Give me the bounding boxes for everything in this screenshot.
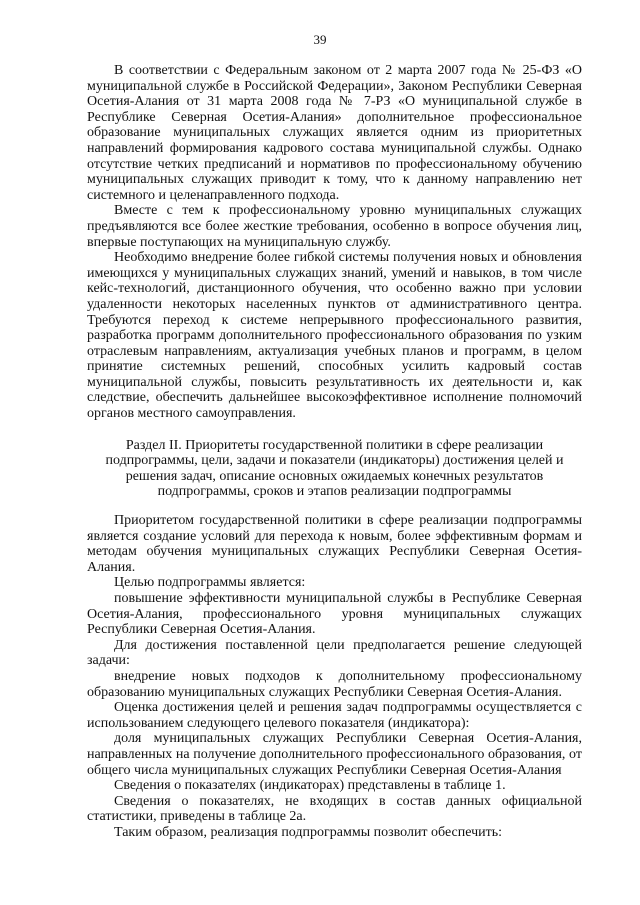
- paragraph-indicator: доля муниципальных служащих Республики Северная Осетия-Алания, направленных на получение дополнительного профессионального образования, от общего числа муниципальных служащих Республики Северная Осетия-Алания: [87, 731, 582, 778]
- paragraph-task-label: Для достижения поставленной цели предполагается решение следующей задачи:: [87, 637, 582, 669]
- section-heading: [87, 438, 582, 500]
- section-heading-line: решения задач, описание основных ожидаемых конечных результатов: [125, 468, 544, 484]
- section-heading-line: подпрограммы, сроков и этапов реализации подпрограммы: [157, 484, 512, 500]
- paragraph-conclusion: Таким образом, реализация подпрограммы позволит обеспечить:: [114, 824, 503, 840]
- paragraph-federal-law: В соответствии с Федеральным законом от 2 марта 2007 года № 25-ФЗ «О муниципальной службе в Российской Федерации», Законом Республики Северная Осетия-Алания от 31 марта 2008 года № 7-РЗ «О муниципальной службе в Республике Северная Осетия-Алания» дополнительное профессиональное образование муниципальных служащих является одним из приоритетных направлений формирования кадрового состава муниципальной службы. Однако отсутствие четких предписаний и нормативов по профессиональному обучению муниципальных служащих приводит к тому, что к данному направлению нет системного и целенаправленного подхода.: [87, 63, 582, 203]
- paragraph-flexible-system: Необходимо внедрение более гибкой системы получения новых и обновления имеющихся у муниципальных служащих знаний, умений и навыков, в том числе кейс-технологий, дистанционного обучения, что особенно важно при условии удаленности некоторых населенных пунктов от административного центра. Требуются переход к системе непрерывного профессионального развития, разработка программ дополнительного профессионального образования по узким отраслевым направлениям, актуализация учебных планов и программ, в целом принятие системных решений, способных усилить кадровый состав муниципальной службы, повысить результативность их деятельности и, как следствие, обеспечить дальнейшее высокоэффективное исполнение полномочий органов местного самоуправления.: [87, 250, 582, 422]
- paragraph-evaluation: Оценка достижения целей и решения задач подпрограммы осуществляется с использованием следующего целевого показателя (индикатора):: [87, 700, 582, 731]
- paragraph-priority: Приоритетом государственной политики в сфере реализации подпрограммы является создание условий для перехода к новым, более эффективным формам и методам обучения муниципальных служащих Республики Северная Осетия-Алания.: [87, 513, 582, 575]
- section-heading-line: Раздел II. Приоритеты государственной политики в сфере реализации: [125, 437, 544, 453]
- paragraph-table-2a: Сведения о показателях, не входящих в состав данных официальной статистики, приведены в таблице 2а.: [87, 793, 582, 825]
- paragraph-table-1: Сведения о показателях (индикаторах) представлены в таблице 1.: [114, 778, 506, 794]
- page-number: 39: [313, 32, 327, 47]
- paragraph-requirements: Вместе с тем к профессиональному уровню муниципальных служащих предъявляются все более жесткие требования, особенно в вопросе обучения лиц, впервые поступающих на муниципальную службу.: [87, 203, 582, 250]
- page-content: [87, 63, 582, 841]
- paragraph-task: внедрение новых подходов к дополнительному профессиональному образованию муниципальных служащих Республики Северная Осетия-Алания.: [87, 668, 582, 700]
- section-heading-line: подпрограммы, цели, задачи и показатели (индикаторы) достижения целей и: [105, 453, 564, 469]
- paragraph-goal-label: Целью подпрограммы является:: [114, 575, 306, 591]
- paragraph-goal: повышение эффективности муниципальной службы в Республике Северная Осетия-Алания, профессионального уровня муниципальных служащих Республики Северная Осетия-Алания.: [87, 591, 582, 638]
